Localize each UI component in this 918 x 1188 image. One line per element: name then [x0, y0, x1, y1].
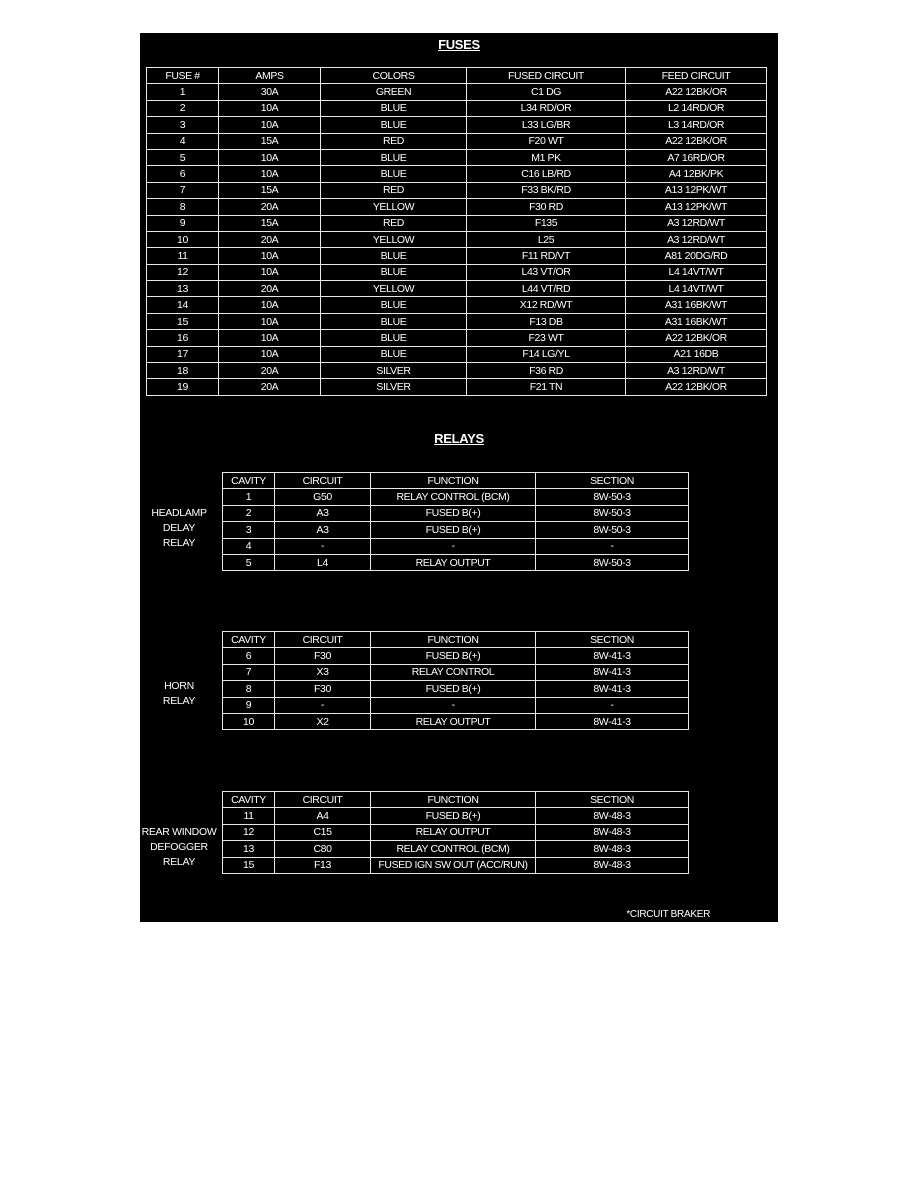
feed-circuit-cell: A22 12BK/OR: [626, 379, 767, 395]
relay-section-cell: 8W-48-3: [536, 824, 689, 840]
fuse-number-cell: 10: [147, 231, 219, 247]
relay-function-cell: RELAY CONTROL (BCM): [371, 841, 536, 857]
fused-circuit-cell: F135: [467, 215, 626, 231]
relay-circuit-cell: -: [275, 697, 371, 713]
fused-circuit-cell: F30 RD: [467, 199, 626, 215]
relay-function-cell: -: [371, 697, 536, 713]
fuse-number-cell: 3: [147, 117, 219, 133]
fuse-number-cell: 4: [147, 133, 219, 149]
fuses-header-colors: COLORS: [321, 68, 467, 84]
relay-function-cell: RELAY OUTPUT: [371, 554, 536, 570]
feed-circuit-cell: A13 12PK/WT: [626, 182, 767, 198]
relay-cavity-cell: 8: [223, 681, 275, 697]
fuse-row: [147, 264, 767, 280]
fuse-row: [147, 215, 767, 231]
fuse-amps-cell: 10A: [219, 166, 321, 182]
fuse-amps-cell: 10A: [219, 330, 321, 346]
relay-cavity-cell: 3: [223, 522, 275, 538]
headlamp-delay-relay-label: [136, 506, 222, 551]
relay-row: [223, 489, 689, 505]
relay-cavity-cell: 1: [223, 489, 275, 505]
fuse-row: [147, 149, 767, 165]
feed-circuit-cell: A22 12BK/OR: [626, 330, 767, 346]
relay-row: [223, 713, 689, 729]
footnote: *CIRCUIT BRAKER: [626, 909, 710, 920]
relay-circuit-cell: G50: [275, 489, 371, 505]
rear-window-defogger-relay-label: [136, 825, 222, 870]
fuse-number-cell: 6: [147, 166, 219, 182]
relay-section-cell: 8W-48-3: [536, 808, 689, 824]
fuse-color-cell: BLUE: [321, 297, 467, 313]
feed-circuit-cell: L2 14RD/OR: [626, 100, 767, 116]
fuse-number-cell: 12: [147, 264, 219, 280]
fuse-amps-cell: 20A: [219, 231, 321, 247]
fuse-row: [147, 248, 767, 264]
fuse-color-cell: SILVER: [321, 379, 467, 395]
relay-cavity-cell: 15: [223, 857, 275, 873]
fused-circuit-cell: L44 VT/RD: [467, 281, 626, 297]
relay-row: [223, 681, 689, 697]
relay-header-section: SECTION: [536, 632, 689, 648]
relay-function-cell: RELAY CONTROL: [371, 664, 536, 680]
relay-section-cell: 8W-50-3: [536, 505, 689, 521]
fuse-number-cell: 2: [147, 100, 219, 116]
fuse-row: [147, 199, 767, 215]
fuse-row: [147, 330, 767, 346]
relay-function-cell: RELAY CONTROL (BCM): [371, 489, 536, 505]
relay-section-cell: 8W-50-3: [536, 554, 689, 570]
relay-row: [223, 857, 689, 873]
feed-circuit-cell: A81 20DG/RD: [626, 248, 767, 264]
fuse-number-cell: 7: [147, 182, 219, 198]
feed-circuit-cell: A31 16BK/WT: [626, 313, 767, 329]
fuse-row: [147, 166, 767, 182]
relay-label-line: RELAY: [162, 695, 196, 707]
fuse-row: [147, 133, 767, 149]
relay-header-circuit: CIRCUIT: [275, 792, 371, 808]
fuse-color-cell: BLUE: [321, 100, 467, 116]
relay-circuit-cell: A4: [275, 808, 371, 824]
relay-cavity-cell: 6: [223, 648, 275, 664]
relay-row: [223, 824, 689, 840]
relay-row: [223, 538, 689, 554]
relay-function-cell: FUSED B(+): [371, 522, 536, 538]
fuse-amps-cell: 10A: [219, 264, 321, 280]
feed-circuit-cell: A31 16BK/WT: [626, 297, 767, 313]
relay-circuit-cell: X2: [275, 713, 371, 729]
relay-section-cell: 8W-48-3: [536, 857, 689, 873]
fuse-color-cell: BLUE: [321, 264, 467, 280]
fuse-row: [147, 313, 767, 329]
relay-label-line: DEFOGGER: [150, 841, 208, 853]
relay-header-function: FUNCTION: [371, 632, 536, 648]
fuse-row: [147, 84, 767, 100]
fused-circuit-cell: F11 RD/VT: [467, 248, 626, 264]
relay-label-line: RELAY: [162, 537, 196, 549]
fuse-color-cell: BLUE: [321, 166, 467, 182]
fuse-color-cell: BLUE: [321, 313, 467, 329]
relay-header-circuit: CIRCUIT: [275, 473, 371, 489]
relay-circuit-cell: X3: [275, 664, 371, 680]
relay-cavity-cell: 7: [223, 664, 275, 680]
headlamp-delay-relay-table: [222, 472, 689, 571]
fuse-color-cell: BLUE: [321, 346, 467, 362]
relay-circuit-cell: C80: [275, 841, 371, 857]
relay-header-row: [223, 792, 689, 808]
fused-circuit-cell: M1 PK: [467, 149, 626, 165]
feed-circuit-cell: A13 12PK/WT: [626, 199, 767, 215]
fuse-row: [147, 379, 767, 395]
fuse-color-cell: BLUE: [321, 330, 467, 346]
relay-circuit-cell: C15: [275, 824, 371, 840]
relay-section-cell: 8W-41-3: [536, 664, 689, 680]
relay-circuit-cell: F30: [275, 681, 371, 697]
fused-circuit-cell: F21 TN: [467, 379, 626, 395]
fuse-number-cell: 1: [147, 84, 219, 100]
relay-row: [223, 522, 689, 538]
relay-cavity-cell: 11: [223, 808, 275, 824]
fuse-color-cell: YELLOW: [321, 199, 467, 215]
fuse-amps-cell: 15A: [219, 133, 321, 149]
fuse-color-cell: RED: [321, 182, 467, 198]
fuses-table: [146, 67, 767, 396]
relay-cavity-cell: 5: [223, 554, 275, 570]
relay-row: [223, 841, 689, 857]
fuse-number-cell: 15: [147, 313, 219, 329]
relay-function-cell: RELAY OUTPUT: [371, 824, 536, 840]
relay-cavity-cell: 4: [223, 538, 275, 554]
relay-cavity-cell: 9: [223, 697, 275, 713]
relay-function-cell: FUSED B(+): [371, 681, 536, 697]
fuse-number-cell: 13: [147, 281, 219, 297]
fuse-number-cell: 17: [147, 346, 219, 362]
fuse-amps-cell: 15A: [219, 182, 321, 198]
relay-header-function: FUNCTION: [371, 792, 536, 808]
fused-circuit-cell: F23 WT: [467, 330, 626, 346]
fuse-color-cell: YELLOW: [321, 281, 467, 297]
horn-relay-label: [136, 679, 222, 709]
feed-circuit-cell: A3 12RD/WT: [626, 231, 767, 247]
fused-circuit-cell: X12 RD/WT: [467, 297, 626, 313]
fuse-color-cell: SILVER: [321, 363, 467, 379]
relay-row: [223, 505, 689, 521]
fused-circuit-cell: L34 RD/OR: [467, 100, 626, 116]
relay-cavity-cell: 10: [223, 713, 275, 729]
relay-section-cell: 8W-41-3: [536, 648, 689, 664]
fuse-amps-cell: 20A: [219, 281, 321, 297]
fuse-amps-cell: 15A: [219, 215, 321, 231]
fuse-amps-cell: 10A: [219, 117, 321, 133]
fused-circuit-cell: L25: [467, 231, 626, 247]
relay-label-line: REAR WINDOW: [141, 826, 217, 838]
fuse-amps-cell: 30A: [219, 84, 321, 100]
horn-relay-table: [222, 631, 689, 730]
relay-row: [223, 808, 689, 824]
relay-header-row: [223, 473, 689, 489]
relay-header-section: SECTION: [536, 473, 689, 489]
feed-circuit-cell: A3 12RD/WT: [626, 215, 767, 231]
fuses-header-amps: AMPS: [219, 68, 321, 84]
fuse-number-cell: 14: [147, 297, 219, 313]
fuse-amps-cell: 10A: [219, 313, 321, 329]
fused-circuit-cell: C1 DG: [467, 84, 626, 100]
relay-label-line: DELAY: [162, 522, 196, 534]
fuse-amps-cell: 10A: [219, 297, 321, 313]
relay-section-cell: 8W-41-3: [536, 713, 689, 729]
fused-circuit-cell: F13 DB: [467, 313, 626, 329]
fuse-row: [147, 297, 767, 313]
fuses-header-row: [147, 68, 767, 84]
relay-function-cell: RELAY OUTPUT: [371, 713, 536, 729]
fused-circuit-cell: F14 LG/YL: [467, 346, 626, 362]
relay-circuit-cell: L4: [275, 554, 371, 570]
relay-circuit-cell: F13: [275, 857, 371, 873]
fuse-amps-cell: 10A: [219, 100, 321, 116]
fuse-color-cell: YELLOW: [321, 231, 467, 247]
relay-function-cell: FUSED B(+): [371, 648, 536, 664]
fused-circuit-cell: C16 LB/RD: [467, 166, 626, 182]
fuse-relay-chart: [140, 33, 778, 922]
fuse-row: [147, 100, 767, 116]
relay-circuit-cell: A3: [275, 505, 371, 521]
fused-circuit-cell: F36 RD: [467, 363, 626, 379]
fuse-amps-cell: 10A: [219, 149, 321, 165]
fuses-header-fuse-number: FUSE #: [147, 68, 219, 84]
fused-circuit-cell: F33 BK/RD: [467, 182, 626, 198]
fuse-number-cell: 18: [147, 363, 219, 379]
fused-circuit-cell: F20 WT: [467, 133, 626, 149]
relay-circuit-cell: A3: [275, 522, 371, 538]
fuse-number-cell: 19: [147, 379, 219, 395]
fuse-number-cell: 9: [147, 215, 219, 231]
fuse-amps-cell: 10A: [219, 346, 321, 362]
relay-header-function: FUNCTION: [371, 473, 536, 489]
relay-circuit-cell: -: [275, 538, 371, 554]
fuses-title: FUSES: [438, 37, 480, 52]
relay-row: [223, 554, 689, 570]
relay-label-line: HORN: [164, 680, 194, 692]
fuse-row: [147, 231, 767, 247]
relay-section-cell: -: [536, 538, 689, 554]
relay-header-cavity: CAVITY: [223, 792, 275, 808]
relays-title: RELAYS: [434, 431, 484, 446]
relay-section-cell: 8W-50-3: [536, 522, 689, 538]
fuse-amps-cell: 10A: [219, 248, 321, 264]
relay-header-cavity: CAVITY: [223, 632, 275, 648]
fuse-color-cell: BLUE: [321, 117, 467, 133]
relay-cavity-cell: 13: [223, 841, 275, 857]
relay-label-line: RELAY: [162, 856, 196, 868]
relay-row: [223, 697, 689, 713]
fuse-row: [147, 182, 767, 198]
fuse-color-cell: RED: [321, 133, 467, 149]
feed-circuit-cell: A22 12BK/OR: [626, 133, 767, 149]
fuse-number-cell: 8: [147, 199, 219, 215]
fused-circuit-cell: L33 LG/BR: [467, 117, 626, 133]
relay-circuit-cell: F30: [275, 648, 371, 664]
relay-cavity-cell: 2: [223, 505, 275, 521]
relay-function-cell: FUSED B(+): [371, 808, 536, 824]
fuse-number-cell: 16: [147, 330, 219, 346]
fuse-number-cell: 5: [147, 149, 219, 165]
relay-function-cell: -: [371, 538, 536, 554]
fuse-row: [147, 363, 767, 379]
fuse-number-cell: 11: [147, 248, 219, 264]
relay-section-cell: 8W-50-3: [536, 489, 689, 505]
relay-label-line: HEADLAMP: [151, 507, 207, 519]
fuse-row: [147, 346, 767, 362]
relay-row: [223, 648, 689, 664]
fuses-header-feed-circuit: FEED CIRCUIT: [626, 68, 767, 84]
fuse-amps-cell: 20A: [219, 199, 321, 215]
fuses-header-fused-circuit: FUSED CIRCUIT: [467, 68, 626, 84]
relay-row: [223, 664, 689, 680]
feed-circuit-cell: L3 14RD/OR: [626, 117, 767, 133]
feed-circuit-cell: A3 12RD/WT: [626, 363, 767, 379]
rear-window-defogger-relay-table: [222, 791, 689, 874]
feed-circuit-cell: A4 12BK/PK: [626, 166, 767, 182]
relay-header-circuit: CIRCUIT: [275, 632, 371, 648]
fuse-row: [147, 117, 767, 133]
fuse-color-cell: GREEN: [321, 84, 467, 100]
feed-circuit-cell: L4 14VT/WT: [626, 264, 767, 280]
feed-circuit-cell: A7 16RD/OR: [626, 149, 767, 165]
relay-header-cavity: CAVITY: [223, 473, 275, 489]
relay-function-cell: FUSED IGN SW OUT (ACC/RUN): [371, 857, 536, 873]
relay-header-section: SECTION: [536, 792, 689, 808]
fuse-color-cell: BLUE: [321, 248, 467, 264]
feed-circuit-cell: A21 16DB: [626, 346, 767, 362]
fused-circuit-cell: L43 VT/OR: [467, 264, 626, 280]
fuse-color-cell: RED: [321, 215, 467, 231]
fuse-amps-cell: 20A: [219, 363, 321, 379]
relay-section-cell: 8W-48-3: [536, 841, 689, 857]
fuse-amps-cell: 20A: [219, 379, 321, 395]
relay-section-cell: -: [536, 697, 689, 713]
relay-cavity-cell: 12: [223, 824, 275, 840]
relay-section-cell: 8W-41-3: [536, 681, 689, 697]
fuse-row: [147, 281, 767, 297]
feed-circuit-cell: A22 12BK/OR: [626, 84, 767, 100]
relay-function-cell: FUSED B(+): [371, 505, 536, 521]
feed-circuit-cell: L4 14VT/WT: [626, 281, 767, 297]
relay-header-row: [223, 632, 689, 648]
fuse-color-cell: BLUE: [321, 149, 467, 165]
